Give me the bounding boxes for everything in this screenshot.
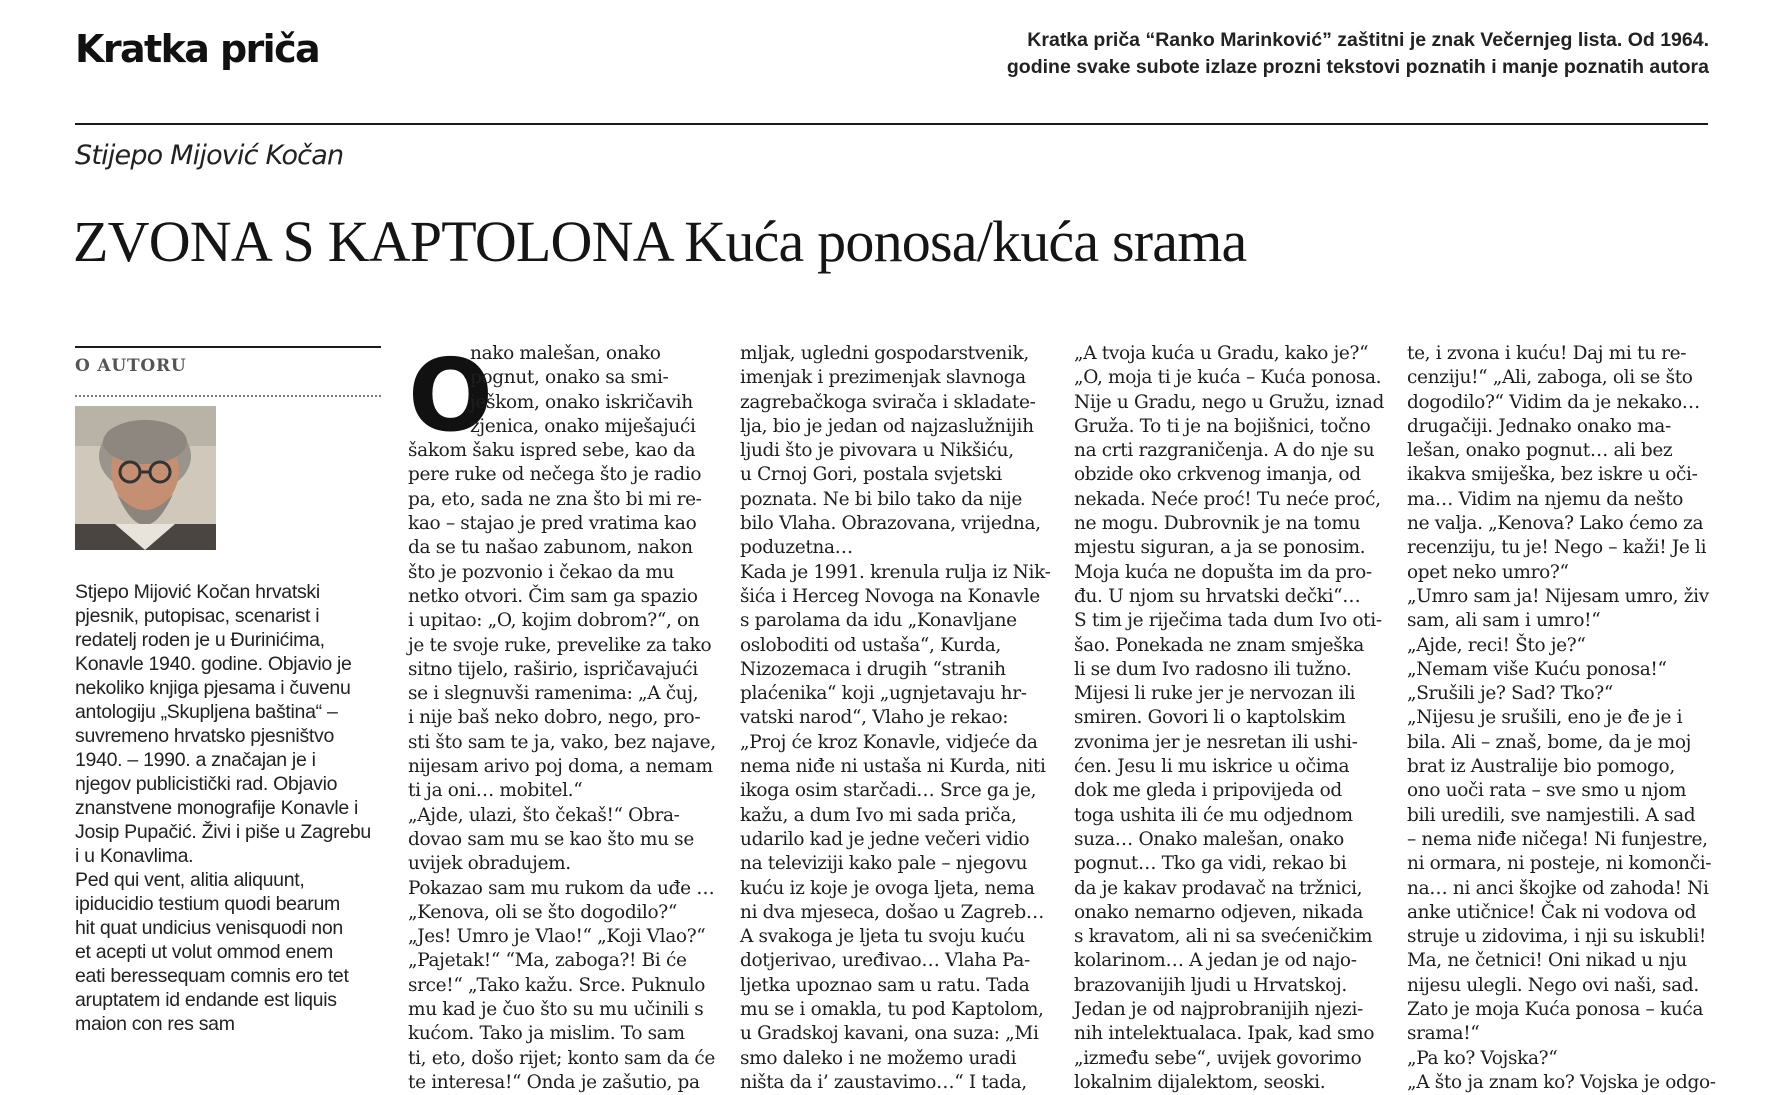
body-line: „Pa ko? Vojska?“ [1407,1047,1558,1069]
bio-line: Stjepo Mijović Kočan hrvatski [75,581,320,603]
body-line: Nije u Gradu, nego u Gružu, iznad [1074,391,1385,413]
body-line: pa, eto, sada ne zna što bi mi re- [408,488,702,510]
bio-line: et acepti ut volut ommod enem [75,941,333,963]
body-line: bilo Vlaha. Obrazovana, vrijedna, [740,513,1041,535]
body-line: Mijesi li ruke jer je nervozan ili [1074,683,1356,705]
body-line: nekada. Neće proć! Tu neće proć, [1074,488,1381,510]
body-line: ništa da i’ zaustavimo…“ I tada, [740,1071,1027,1093]
body-line: S tim je riječima tada dum Ivo oti- [1074,610,1382,632]
body-line: Ma, ne četnici! Oni nikad u nju [1407,950,1687,972]
body-line: srce!“ „Tako kažu. Srce. Puknulo [408,974,706,996]
body-line: mjestu siguran, a ja se ponosim. [1074,537,1366,559]
body-line: netko otvori. Čim sam ga spazio [408,585,698,607]
body-line: udarilo kad je jedne večeri vidio [740,828,1030,850]
author-portrait-graphic [75,406,216,550]
body-line: s parolama da idu „Konavljane [740,610,1017,632]
body-line: kao – stajao je pred vratima kao [408,513,697,535]
bio-line: hit quat undicius venisquodi non [75,917,343,939]
body-line: li se dum Ivo radosno ili tužno. [1074,658,1352,680]
body-line: mu kad je čuo što su mu učinili s [408,999,704,1021]
body-line: „Nemam više Kuću ponosa!“ [1407,658,1667,680]
body-line: pere ruke od nečega što je radio [408,464,702,486]
body-line: opet neko umro?“ [1407,561,1569,583]
body-line: kažu, a dum Ivo mi sada priča, [740,804,1017,826]
body-line: u Crnoj Gori, postala svjetski [740,464,1002,486]
bio-line: antologiju „Skupljena baština“ – [75,701,338,723]
body-line: recenziju, tu je! Nego – kaži! Je li [1407,537,1707,559]
body-line: zvonima jer je nesretan ili ushi- [1074,731,1358,753]
body-line: „Pajetak!“ “Ma, zaboga?! Bi će [408,950,687,972]
body-line: na crti razgraničenja. A do nje su [1074,440,1375,462]
body-line: s kravatom, ali ni sa svećeničkim [1074,926,1373,948]
body-line: i nije baš neko dobro, nego, pro- [408,707,701,729]
body-line: Zato je moja Kuća ponosa – kuća [1407,999,1704,1021]
body-line: kuću iz koje je ovoga ljeta, nema [740,877,1035,899]
body-line: obzide oko crkvenog imanja, od [1074,464,1361,486]
body-line: „O, moja ti je kuća – Kuća ponosa. [1074,367,1382,389]
body-line: ljudi što je pivovara u Nikšiću, [740,440,1014,462]
body-line: ni dva mjeseca, došao u Zagreb… [740,901,1045,923]
body-line: plaćenika“ koji „ugnjetavaju hr- [740,683,1027,705]
body-line: toga ushita ili će mu odjednom [1074,804,1353,826]
body-line: ono uoči rata – sve smo u njom [1407,780,1687,802]
body-line: pognut, onako sa smi- [470,367,669,389]
sidebar-dotted-divider [75,395,381,397]
sidebar-divider [75,346,381,348]
body-line: ti, eto, došo rijet; konto sam da će [408,1047,716,1069]
body-line: dotjerivao, uređivao… Vlaha Pa- [740,950,1030,972]
body-line: nako malešan, onako [470,343,661,364]
bio-line: eati beressequam comnis ero tet [75,965,349,987]
body-line: smo daleko i ne možemo uradi [740,1047,1017,1069]
body-line: mu se i omakla, tu pod Kaptolom, [740,999,1044,1021]
bio-line: maion con res sam [75,1013,235,1035]
body-line: dovao sam mu se kao što mu se [408,828,694,850]
bio-line: Ped qui vent, alitia aliquunt, [75,869,305,891]
body-line: kućom. Tako ja mislim. To sam [408,1023,685,1045]
body-line: zjenica, onako miješajući [470,415,696,437]
body-line: imenjak i prezimenjak slavnoga [740,367,1026,389]
headline: ZVONA S KAPTOLONA Kuća ponosa/kuća srama [73,209,1247,274]
body-line: ljetka upoznao sam u ratu. Tada [740,974,1030,996]
body-line: što je pozvonio i čekao da mu [408,561,675,583]
bio-line: nekoliko knjiga pjesama i čuvenu [75,677,351,699]
body-line: smiren. Govori li o kaptolskim [1074,707,1346,729]
body-line: i upitao: „O, kojim dobrom?“, on [408,610,700,632]
series-note-line-1: Kratka priča “Ranko Marinković” zaštitni je znak Večernjeg lista. Od 1964. [1027,29,1709,51]
body-line: nih intelektualaca. Ipak, kad smo [1074,1023,1375,1045]
body-line: mljak, ugledni gospodarstvenik, [740,343,1029,364]
body-line: srama!“ [1407,1023,1480,1045]
body-line: kolarinom… A jedan je od najo- [1074,950,1357,972]
body-column-4 [1407,342,1716,1093]
body-line: te interesa!“ Onda je zašutio, pa [408,1071,700,1093]
body-line: bili uredili, sve namjestili. A sad [1407,804,1696,826]
body-line: šao. Ponekada ne znam smješka [1074,634,1364,656]
sidebar-title: O AUTORU [75,356,187,376]
body-line: „A tvoja kuća u Gradu, kako je?“ [1074,343,1369,364]
body-line: onako nemarno odjeven, nikada [1074,901,1364,923]
bio-line: 1940. – 1990. a značajan je i [75,749,316,771]
body-line: lešan, onako pognut… ali bez [1407,440,1673,462]
series-note [889,27,1709,81]
body-line: „Umro sam ja! Nijesam umro, živ [1407,585,1709,607]
body-line: A svakoga je ljeta tu svoju kuću [740,926,1025,948]
author-bio [75,580,385,1036]
body-line: – nema niđe ničega! Ni funjestre, [1407,828,1708,850]
body-line: pognut… Tko ga vidi, rekao bi [1074,853,1347,875]
body-line: da je kakav prodavač na tržnici, [1074,877,1363,899]
body-line: Moja kuća ne dopušta im da pro- [1074,561,1372,583]
body-line: sti što sam te ja, vako, bez najave, [408,731,716,753]
body-line: struje u zidovima, i nji su iskubli! [1407,926,1706,948]
bio-line: ipiducidio testium quodi bearum [75,893,340,915]
body-line: „Nijesu je srušili, eno je đe je i [1407,707,1683,729]
body-line: „između sebe“, uvijek govorimo [1074,1047,1362,1069]
body-line: ješkom, onako iskričavih [470,391,693,413]
bio-line: redatelj roden je u Đurinićima, [75,629,325,651]
bio-line: i u Konavlima. [75,845,194,867]
body-line: poznata. Ne bi bilo tako da nije [740,488,1023,510]
body-line: „Proj će kroz Konavle, vidjeće da [740,731,1038,753]
body-line: ikakva smiješka, bez iskre u oči- [1407,464,1698,486]
body-line: lokalnim dijalektom, seoski. [1074,1071,1326,1093]
bio-line: znanstvene monografije Konavle i [75,797,359,819]
body-line: šića i Herceg Novoga na Konavle [740,585,1040,607]
bio-line: Josip Pupačić. Živi i piše u Zagrebu [75,821,371,843]
body-line: Jedan je od najprobranijih njezi- [1074,999,1363,1021]
body-line: poduzetna… [740,537,853,559]
body-line: „Ajde, reci! Što je?“ [1407,634,1586,656]
body-line: te, i zvona i kuću! Daj mi tu re- [1407,343,1687,364]
body-line: sitno tijelo, raširio, ispričavajući [408,658,698,680]
body-line: dogodilo?“ Vidim da je nekako… [1407,391,1700,413]
body-line: nijesam arivo poj doma, a nemam [408,756,713,778]
top-divider [75,123,1708,125]
body-line: šakom šaku ispred sebe, kao da [408,440,696,462]
series-note-line-2: godine svake subote izlaze prozni tekstovi poznatih i manje poznatih autora [1006,56,1709,78]
body-line: uvijek obradujem. [408,853,571,875]
body-line: bila. Ali – znaš, bome, da je moj [1407,731,1692,753]
bio-line: aruptatem id endande est liquis [75,989,337,1011]
body-line: na televiziji kako pale – njegovu [740,853,1028,875]
body-line: đu. U njom su hrvatski dečki“… [1074,585,1361,607]
body-line: drugačiji. Jednako onako ma- [1407,415,1671,437]
body-line: nema niđe ni ustaša ni Kurda, niti [740,756,1046,778]
body-line: ne mogu. Dubrovnik je na tomu [1074,513,1361,535]
body-line: sam, ali sam i umro!“ [1407,610,1601,632]
author-photo [75,406,216,550]
body-line: zagrebačkoga svirača i skladate- [740,391,1036,413]
body-line: Nizozemaca i drugih “stranih [740,658,1006,680]
body-column-3 [1074,342,1385,1093]
section-title: Kratka priča [75,27,320,71]
body-line: osloboditi od ustaša“, Kurda, [740,634,1001,656]
body-line: Gruža. To ti je na bojišnici, točno [1074,415,1371,437]
body-line: da se tu našao zabunom, nakon [408,537,693,559]
body-line: u Gradskoj kavani, ona suza: „Mi [740,1023,1039,1045]
body-line: brat iz Australije bio pomogo, [1407,756,1675,778]
body-line: „A što ja znam ko? Vojska je odgo- [1407,1071,1716,1093]
body-column-1 [408,337,716,1093]
body-line: „Kenova, oli se što dogodilo?“ [408,901,677,923]
body-line: „Srušili je? Sad? Tko?“ [1407,683,1613,705]
body-line: vatski narod“, Vlaho je rekao: [740,707,1009,729]
author-byline: Stijepo Mijović Kočan [75,140,344,171]
body-line: cenziju!“ „Ali, zaboga, oli se što [1407,367,1693,389]
body-line: ti ja oni… mobitel.“ [408,780,583,802]
body-line: anke utičnice! Čak ni vodova od [1407,901,1697,923]
body-line: „Ajde, ulazi, što čekaš!“ Obra- [408,804,680,826]
body-line: ma… Vidim na njemu da nešto [1407,488,1684,510]
body-line: ikoga osim starčadi… Srce ga je, [740,780,1037,802]
body-line: brazovanijih ljudi u Hrvatskoj. [1074,974,1347,996]
body-line: ne valja. „Kenova? Lako ćemo za [1407,513,1704,535]
body-line: nijesu ulegli. Nego ovi naši, sad. [1407,974,1699,996]
body-line: dok me gleda i pripovijeda od [1074,780,1342,802]
body-line: ćen. Jesu li mu iskrice u očima [1074,756,1350,778]
bio-line: pjesnik, putopisac, scenarist i [75,605,320,627]
body-line: je te svoje ruke, prevelike za tako [408,634,712,656]
body-line: se i slegnuvši ramenima: „A čuj, [408,683,699,705]
bio-line: suvremeno hrvatsko pjesništvo [75,725,335,747]
bio-line: njegov publicistički rad. Objavio [75,773,338,795]
body-line: Pokazao sam mu rukom da uđe … [408,877,715,899]
body-line: ni ormara, ni posteje, ni komonči- [1407,853,1712,875]
drop-cap: O [408,337,494,454]
body-line: „Jes! Umro je Vlao!“ „Koji Vlao?“ [408,926,706,948]
body-column-2 [740,342,1051,1093]
bio-line: Konavle 1940. godine. Objavio je [75,653,352,675]
body-line: Kada je 1991. krenula rulja iz Nik- [740,561,1051,583]
body-line: na… ni anci škojke od zahoda! Ni [1407,877,1709,899]
body-line: suza… Onako malešan, onako [1074,828,1344,850]
body-line: lja, bio je jedan od najzaslužnijih [740,415,1034,437]
